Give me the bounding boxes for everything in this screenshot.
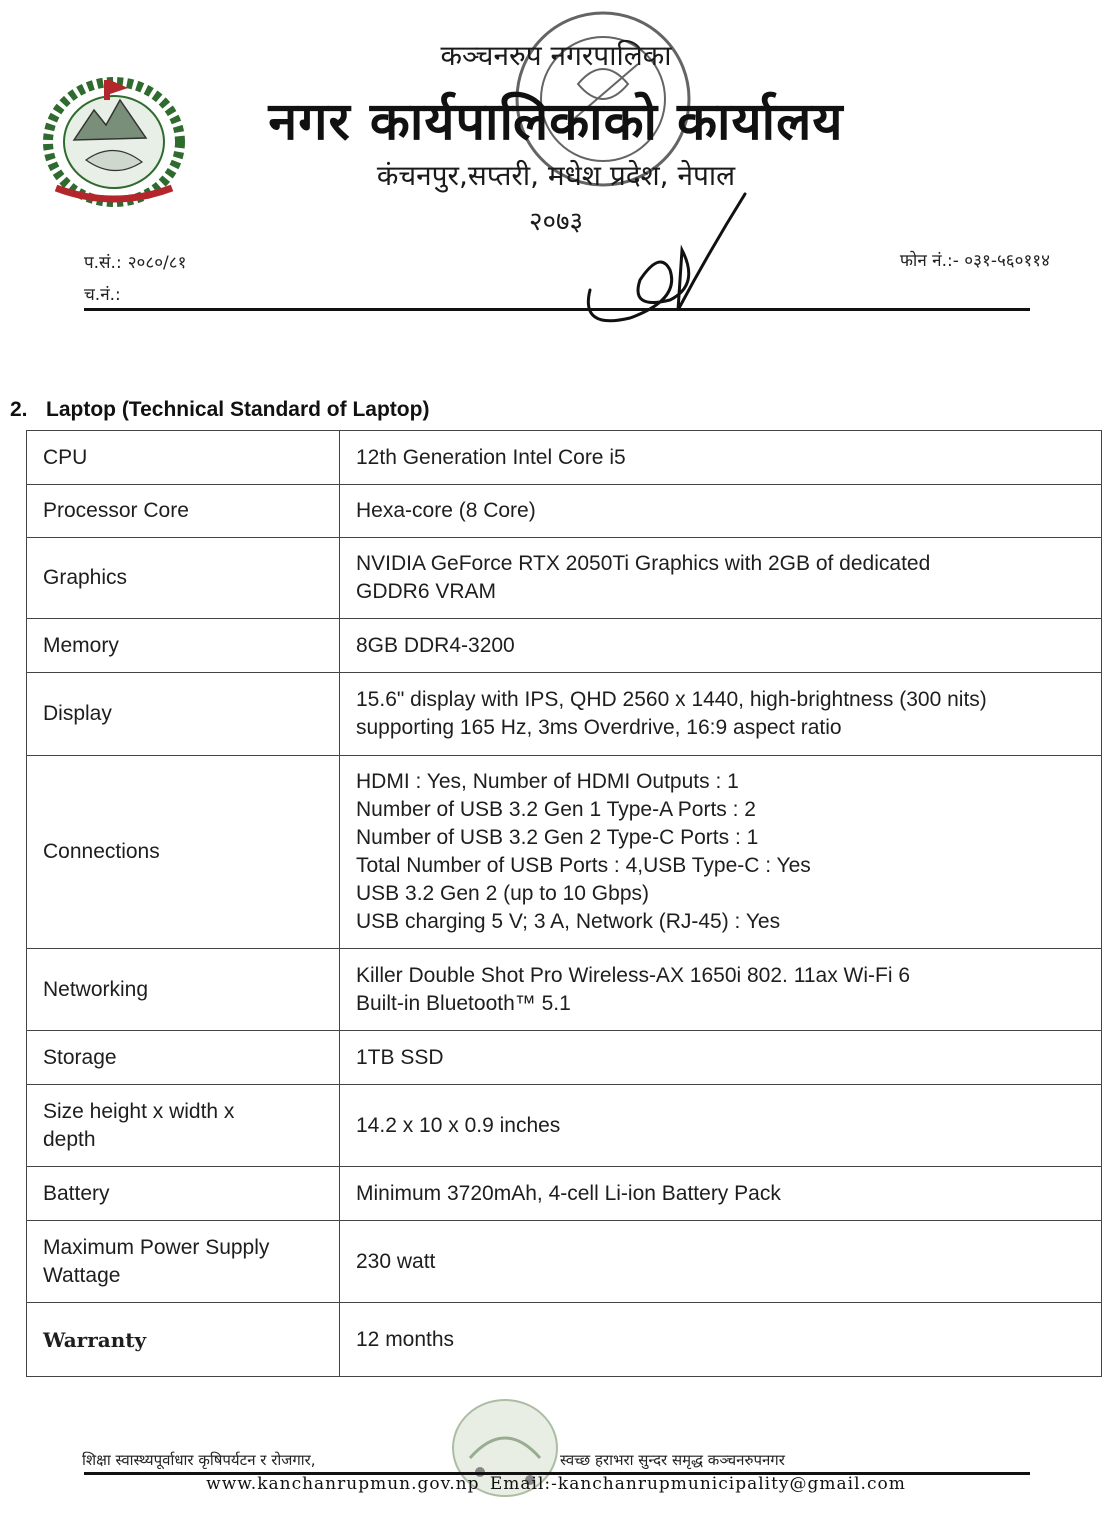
phone-number: ०३१-५६०११४ [964,251,1050,271]
spec-key: Size height x width x depth [27,1085,340,1167]
table-row [27,1031,1102,1085]
footer-slogan-right: स्वच्छ हराभरा सुन्दर समृद्ध कञ्चनरुपनगर [560,1451,785,1469]
table-row [27,1085,1102,1167]
spec-key: Processor Core [27,485,340,538]
spec-value: Minimum 3720mAh, 4-cell Li-ion Battery Pack [340,1167,1102,1221]
spec-key: Warranty [27,1303,340,1377]
website-link[interactable]: www.kanchanrupmun.gov.np [206,1474,480,1494]
footer-slogan-left: शिक्षा स्वास्थ्यपूर्वाधार कृषिपर्यटन र रोजगार, [82,1451,316,1469]
email-label: Email:- [489,1474,558,1494]
table-row [27,485,1102,538]
reference-label: प.सं.: [84,253,122,273]
spec-key: Battery [27,1167,340,1221]
office-address: कंचनपुर,सप्तरी, मधेश प्रदेश, नेपाल [376,159,736,192]
phone-line [900,248,1050,271]
spec-table [26,430,1102,1377]
table-row [27,619,1102,673]
spec-value: Killer Double Shot Pro Wireless-AX 1650i 802. 11ax Wi-Fi 6 Built-in Bluetooth™ 5.1 [340,949,1102,1031]
spec-value: 230 watt [340,1221,1102,1303]
email-link[interactable]: kanchanrupmunicipality@gmail.com [557,1474,906,1494]
table-row [27,1303,1102,1377]
spec-value: HDMI : Yes, Number of HDMI Outputs : 1 Number of USB 3.2 Gen 1 Type-A Ports : 2 Number of USB 3.2 Gen 2 Type-C Ports : 1 Total Number of USB Ports : 4,USB Type-C : Yes USB 3.2 Gen 2 (up to 10 Gbps) USB charging 5 V; 3 A, Network (RJ-45) : Yes [340,756,1102,949]
spec-key: Display [27,673,340,756]
dispatch-label: च.नं.: [84,285,121,305]
municipality-name: कञ्चनरुप नगरपालिका [440,39,672,72]
office-title: नगर कार्यपालिकाको कार्यालय [268,92,844,152]
section-title: Laptop (Technical Standard of Laptop) [46,398,430,421]
phone-label: फोन नं.:- [899,251,959,271]
table-row [27,949,1102,1031]
spec-key: Memory [27,619,340,673]
spec-key: Graphics [27,538,340,619]
spec-value: 12th Generation Intel Core i5 [340,431,1102,485]
section-number: 2. [10,398,28,421]
reference-number: २०८०/८१ [127,253,187,273]
spec-value: 15.6" display with IPS, QHD 2560 x 1440, high-brightness (300 nits) supporting 165 Hz, 3ms Overdrive, 16:9 aspect ratio [340,673,1102,756]
table-row [27,431,1102,485]
spec-key: Networking [27,949,340,1031]
spec-key: Storage [27,1031,340,1085]
reference-line [84,250,186,273]
spec-value: Hexa-core (8 Core) [340,485,1102,538]
section-heading [10,398,429,422]
spec-key: Connections [27,756,340,949]
footer-contact [0,1474,1112,1494]
spec-key: Maximum Power Supply Wattage [27,1221,340,1303]
spec-key: CPU [27,431,340,485]
table-row [27,673,1102,756]
spec-value: NVIDIA GeForce RTX 2050Ti Graphics with 2GB of dedicated GDDR6 VRAM [340,538,1102,619]
spec-value: 12 months [340,1303,1102,1377]
table-row [27,538,1102,619]
table-row [27,1221,1102,1303]
established-year: २०७३ [528,207,584,237]
header-divider [84,308,1030,311]
table-row [27,756,1102,949]
spec-value: 1TB SSD [340,1031,1102,1085]
spec-value: 8GB DDR4-3200 [340,619,1102,673]
table-row [27,1167,1102,1221]
spec-value: 14.2 x 10 x 0.9 inches [340,1085,1102,1167]
